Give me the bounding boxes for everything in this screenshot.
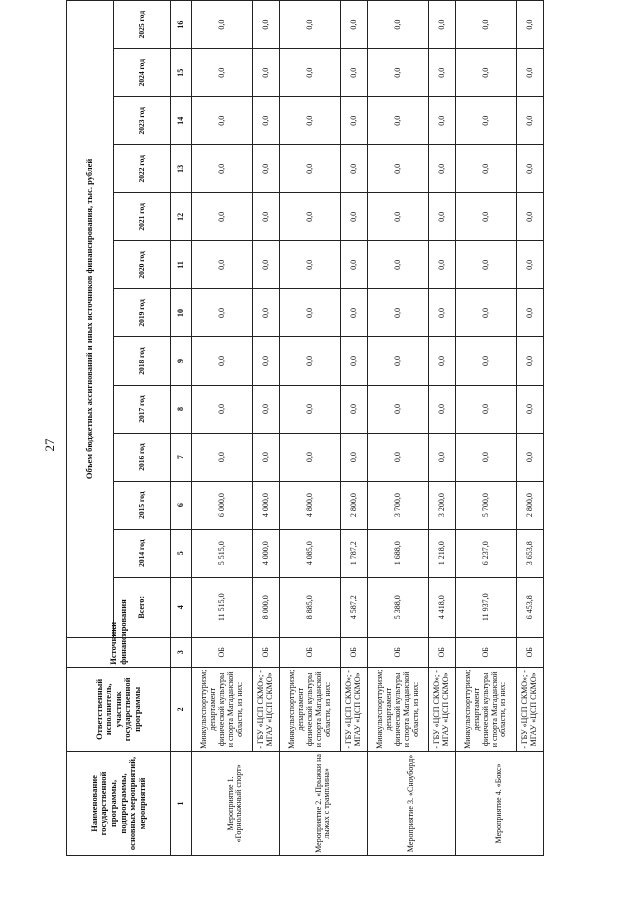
column-number: 4 [171,577,192,637]
table-row [429,1,456,856]
column-number: 8 [171,385,192,433]
header-col1: Наименование государственной программы, подпрограммы, основных мероприятий, мероприятий [67,751,171,855]
executor-cell: - ГБУ «ЦСП СКМО»; - МГАУ «ЦСП СКМО» [253,667,280,751]
executor-cell: - ГБУ «ЦСП СКМО»; - МГАУ «ЦСП СКМО» [517,667,544,751]
value-cell: 4 000,0 [253,481,280,529]
value-cell: 0,0 [429,337,456,385]
value-cell: 0,0 [253,289,280,337]
value-cell: 3 700,0 [367,481,428,529]
value-cell: 0,0 [455,49,516,97]
value-cell: 0,0 [341,97,368,145]
value-cell: 0,0 [192,289,253,337]
value-cell: 11 937,0 [455,577,516,637]
header-year: 2015 год [114,481,171,529]
value-cell: 0,0 [429,193,456,241]
source-cell: ОБ [367,637,428,667]
executor-cell: Минкультспорттуризм; департамент физической культуры и спорта Магаданской области, из них: [192,667,253,751]
header-year: 2023 год [114,97,171,145]
header-col3: Источники финансирования [67,637,171,667]
source-cell: ОБ [517,637,544,667]
value-cell: 0,0 [253,193,280,241]
column-number: 6 [171,481,192,529]
value-cell: 0,0 [341,385,368,433]
value-cell: 0,0 [429,385,456,433]
source-cell: ОБ [429,637,456,667]
value-cell: 0,0 [429,433,456,481]
value-cell: 0,0 [253,337,280,385]
executor-cell: Минкультспорттуризм; департамент физической культуры и спорта Магаданской области, из них: [367,667,428,751]
value-cell: 5 515,0 [192,529,253,577]
value-cell: 4 800,0 [279,481,340,529]
value-cell: 0,0 [253,145,280,193]
value-cell: 0,0 [367,241,428,289]
value-cell: 2 800,0 [341,481,368,529]
value-cell: 0,0 [367,289,428,337]
table-row [517,1,544,856]
column-number-row [171,1,192,856]
value-cell: 0,0 [253,385,280,433]
column-number: 7 [171,433,192,481]
value-cell: 4 418,0 [429,577,456,637]
value-cell: 0,0 [367,385,428,433]
value-cell: 0,0 [192,49,253,97]
table-row [279,1,340,856]
value-cell: 0,0 [279,337,340,385]
header-col2: Ответственный исполнитель, участник государственной программы [67,667,171,751]
measure-name: Мероприятие 3. «Сноуборд» [367,751,455,855]
value-cell: 6 237,0 [455,529,516,577]
value-cell: 0,0 [429,97,456,145]
value-cell: 0,0 [517,337,544,385]
value-cell: 0,0 [429,145,456,193]
value-cell: 0,0 [455,337,516,385]
value-cell: 0,0 [517,145,544,193]
column-number: 14 [171,97,192,145]
value-cell: 0,0 [341,193,368,241]
value-cell: 0,0 [192,193,253,241]
table-row [367,1,428,856]
header-group: Объем бюджетных ассигнований и иных источников финансирования, тыс. рублей [67,1,114,638]
header-year: 2025 год [114,1,171,49]
table-row [192,1,253,856]
column-number: 13 [171,145,192,193]
value-cell: 0,0 [253,97,280,145]
value-cell: 0,0 [367,1,428,49]
value-cell: 0,0 [279,289,340,337]
executor-cell: Минкультспорттуризм; департамент физической культуры и спорта Магаданской области, из них: [455,667,516,751]
value-cell: 0,0 [367,97,428,145]
value-cell: 0,0 [429,289,456,337]
value-cell: 0,0 [341,145,368,193]
value-cell: 0,0 [455,193,516,241]
value-cell: 0,0 [279,193,340,241]
column-number: 3 [171,637,192,667]
value-cell: 8 885,0 [279,577,340,637]
header-year: 2016 год [114,433,171,481]
header-year: 2022 год [114,145,171,193]
value-cell: 11 515,0 [192,577,253,637]
source-cell: ОБ [192,637,253,667]
value-cell: 0,0 [341,1,368,49]
header-year: 2017 год [114,385,171,433]
value-cell: 0,0 [517,49,544,97]
column-number: 9 [171,337,192,385]
value-cell: 3 653,8 [517,529,544,577]
measure-name: Мероприятие 2. «Прыжки на лыжах с трамплина» [279,751,367,855]
value-cell: 4 085,0 [279,529,340,577]
column-number: 2 [171,667,192,751]
header-year: 2018 год [114,337,171,385]
column-number: 12 [171,193,192,241]
column-number: 5 [171,529,192,577]
value-cell: 0,0 [517,385,544,433]
value-cell: 0,0 [367,337,428,385]
value-cell: 0,0 [253,1,280,49]
column-number: 1 [171,751,192,855]
source-cell: ОБ [341,637,368,667]
value-cell: 0,0 [367,145,428,193]
table-body [192,1,544,856]
value-cell: 0,0 [279,1,340,49]
value-cell: 0,0 [341,289,368,337]
value-cell: 6 000,0 [192,481,253,529]
value-cell: 0,0 [341,337,368,385]
measure-name: Мероприятие 1. «Горнолыжный спорт» [192,751,280,855]
column-number: 16 [171,1,192,49]
value-cell: 1 218,0 [429,529,456,577]
value-cell: 1 787,2 [341,529,368,577]
value-cell: 0,0 [367,193,428,241]
value-cell: 0,0 [192,337,253,385]
finance-table [66,0,544,856]
value-cell: 0,0 [455,1,516,49]
executor-cell: - ГБУ «ЦСП СКМО»; - МГАУ «ЦСП СКМО» [341,667,368,751]
value-cell: 6 453,8 [517,577,544,637]
value-cell: 0,0 [253,241,280,289]
value-cell: 0,0 [517,289,544,337]
value-cell: 0,0 [341,241,368,289]
value-cell: 0,0 [429,1,456,49]
executor-cell: Минкультспорттуризм; департамент физической культуры и спорта Магаданской области, из них: [279,667,340,751]
value-cell: 0,0 [455,289,516,337]
table-row [341,1,368,856]
rotated-table-frame [66,0,544,856]
value-cell: 2 800,0 [517,481,544,529]
value-cell: 0,0 [455,145,516,193]
column-number: 15 [171,49,192,97]
column-number: 11 [171,241,192,289]
header-year: 2019 год [114,289,171,337]
value-cell: 5 700,0 [455,481,516,529]
value-cell: 0,0 [279,385,340,433]
value-cell: 0,0 [517,193,544,241]
header-year: 2021 год [114,193,171,241]
source-cell: ОБ [279,637,340,667]
value-cell: 4 000,0 [253,529,280,577]
value-cell: 0,0 [517,1,544,49]
value-cell: 0,0 [367,49,428,97]
value-cell: 0,0 [192,145,253,193]
value-cell: 0,0 [253,49,280,97]
value-cell: 0,0 [367,433,428,481]
value-cell: 0,0 [253,433,280,481]
table-row [455,1,516,856]
value-cell: 0,0 [455,385,516,433]
value-cell: 0,0 [455,433,516,481]
header-year: 2020 год [114,241,171,289]
value-cell: 0,0 [192,385,253,433]
value-cell: 0,0 [429,49,456,97]
source-cell: ОБ [455,637,516,667]
value-cell: 5 388,0 [367,577,428,637]
value-cell: 0,0 [192,241,253,289]
value-cell: 0,0 [455,97,516,145]
executor-cell: - ГБУ «ЦСП СКМО»; - МГАУ «ЦСП СКМО» [429,667,456,751]
value-cell: 4 587,2 [341,577,368,637]
value-cell: 0,0 [517,241,544,289]
value-cell: 0,0 [192,97,253,145]
value-cell: 0,0 [279,145,340,193]
value-cell: 0,0 [279,241,340,289]
value-cell: 0,0 [341,433,368,481]
value-cell: 0,0 [192,433,253,481]
value-cell: 0,0 [455,241,516,289]
value-cell: 0,0 [341,49,368,97]
value-cell: 8 000,0 [253,577,280,637]
measure-name: Мероприятие 4. «Бокс» [455,751,543,855]
header-total: Всего: [114,577,171,637]
column-number: 10 [171,289,192,337]
value-cell: 3 200,0 [429,481,456,529]
value-cell: 0,0 [429,241,456,289]
value-cell: 1 688,0 [367,529,428,577]
value-cell: 0,0 [517,97,544,145]
value-cell: 0,0 [279,49,340,97]
header-year: 2014 год [114,529,171,577]
value-cell: 0,0 [279,97,340,145]
value-cell: 0,0 [192,1,253,49]
value-cell: 0,0 [517,433,544,481]
header-year: 2024 год [114,49,171,97]
source-cell: ОБ [253,637,280,667]
table-row [253,1,280,856]
value-cell: 0,0 [279,433,340,481]
page-number: 27 [42,438,57,452]
